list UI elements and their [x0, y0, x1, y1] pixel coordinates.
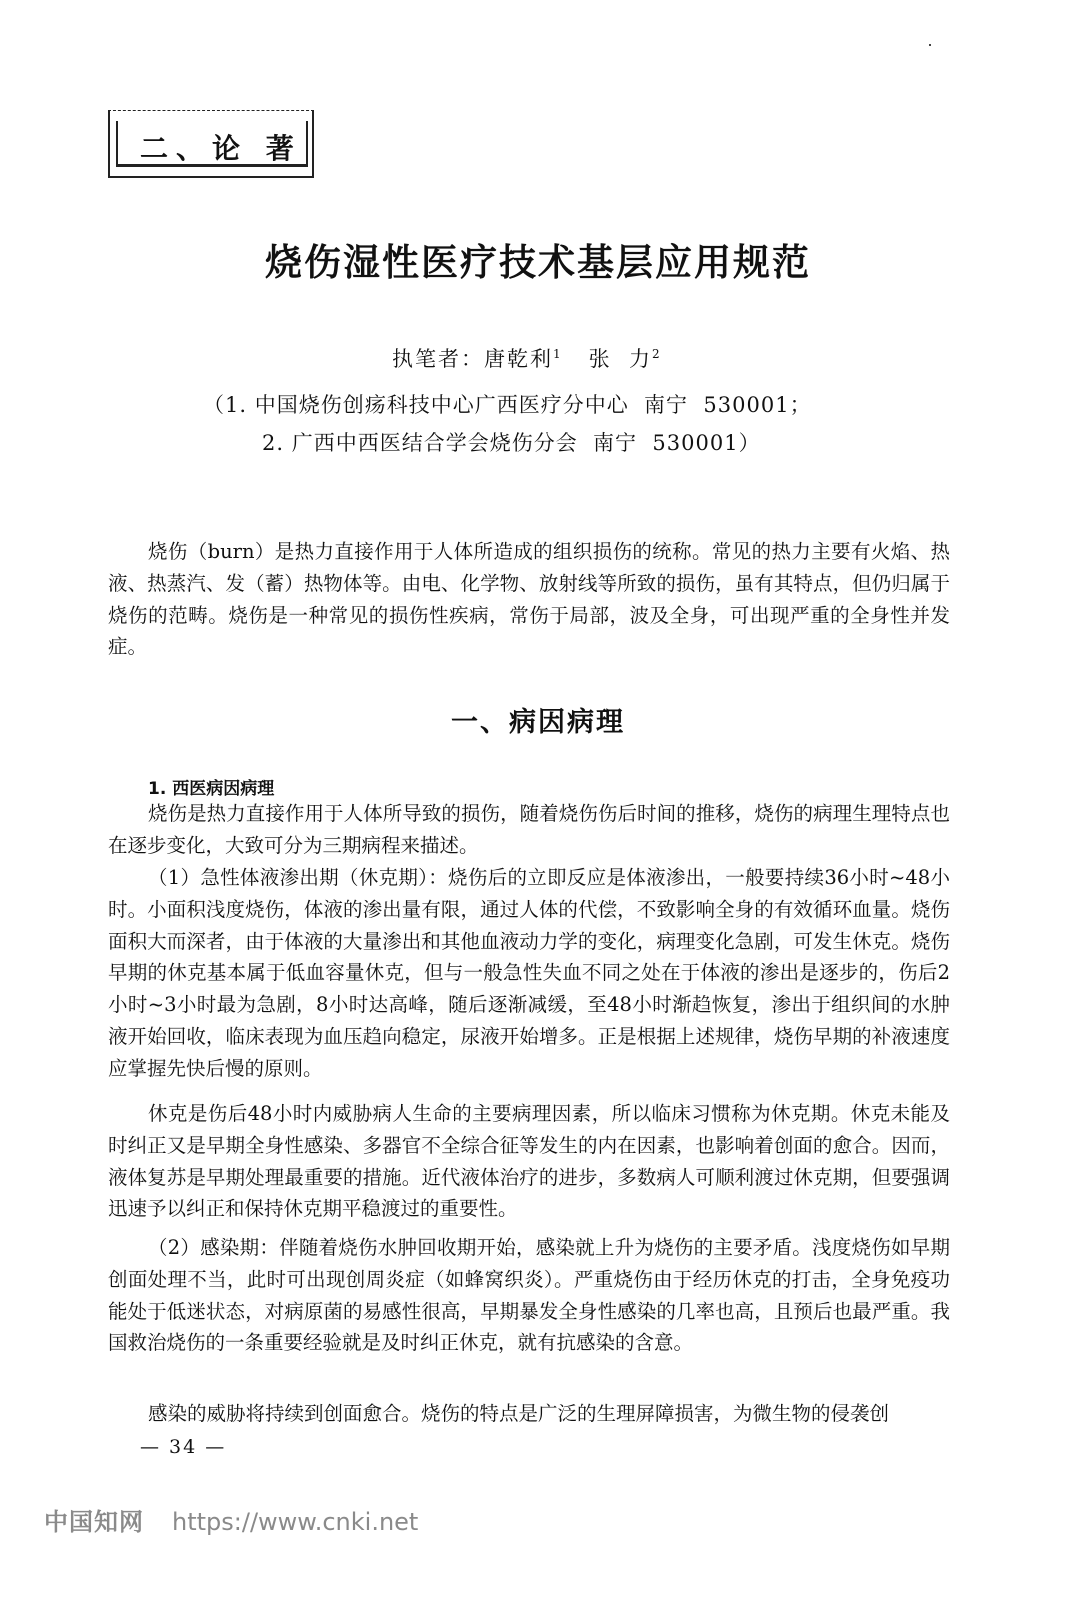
intro-paragraph: 烧伤（burn）是热力直接作用于人体所造成的组织损伤的统称。常见的热力主要有火焰、热液、热蒸汽、发（蓄）热物体等。由电、化学物、放射线等所致的损伤，虽有其特点，但仍归属于烧伤的范畴。烧伤是一种常见的损伤性疾病，常伤于局部，波及全身，可出现严重的全身性并发症。: [108, 540, 950, 659]
affiliation-1: （1. 中国烧伤创疡科技中心广西医疗分中心 南宁 530001；: [203, 393, 812, 417]
body-paragraph: （1）急性体液渗出期（休克期）：烧伤后的立即反应是体液渗出，一般要持续36小时~48小时。小面积浅度烧伤，体液的渗出量有限，通过人体的代偿，不致影响全身的有效循环血量。烧伤面积大而深者，由于体液的大量渗出和其他血液动力学的变化，病理变化急剧，可发生休克。烧伤早期的休克基本属于低血容量休克，但与一般急性失血不同之处在于体液的渗出是逐步的，伤后2小时~3小时最为急剧，8小时达高峰，随后逐渐减缓，至48小时渐趋恢复，渗出于组织间的水肿液开始回收，临床表现为血压趋向稳定，尿液开始增多。正是根据上述规律，烧伤早期的补液速度应掌握先快后慢的原则。: [108, 866, 950, 1080]
author-line: [392, 343, 662, 373]
body-paragraph: 烧伤是热力直接作用于人体所导致的损伤，随着烧伤伤后时间的推移，烧伤的病理生理特点也在逐步变化，大致可分为三期病程来描述。: [108, 802, 950, 857]
affiliation-2: 2. 广西中西医结合学会烧伤分会 南宁 530001）: [262, 431, 761, 455]
author-1-affil-mark: 1: [553, 347, 563, 361]
cnki-brand: 中国知网: [44, 1508, 144, 1536]
section-heading: 一、病因病理: [451, 707, 625, 738]
body-paragraph: （2）感染期：伴随着烧伤水肿回收期开始，感染就上升为烧伤的主要矛盾。浅度烧伤如早期创面处理不当，此时可出现创周炎症（如蜂窝织炎）。严重烧伤由于经历休克的打击，全身免疫功能处于低迷状态，对病原菌的易感性很高，早期暴发全身性感染的几率也高，且预后也最严重。我国救治烧伤的一条重要经验就是及时纠正休克，就有抗感染的含意。: [108, 1236, 950, 1355]
body-paragraph: 休克是伤后48小时内威胁病人生命的主要病理因素，所以临床习惯称为休克期。休克未能及时纠正又是早期全身性感染、多器官不全综合征等发生的内在因素，也影响着创面的愈合。因而，液体复苏是早期处理最重要的措施。近代液体治疗的进步，多数病人可顺利渡过休克期，但要强调迅速予以纠正和保持休克期平稳渡过的重要性。: [108, 1102, 950, 1221]
scan-speck: [929, 44, 931, 46]
author-2: 张 力: [588, 347, 652, 371]
body-paragraph: 感染的威胁将持续到创面愈合。烧伤的特点是广泛的生理屏障损害，为微生物的侵袭创: [148, 1402, 890, 1425]
subsection-heading: 1. 西医病因病理: [148, 779, 275, 799]
author-1: 唐乾利: [484, 347, 553, 371]
page-number: — 34 —: [140, 1436, 227, 1458]
author-prefix: 执笔者：: [392, 347, 484, 371]
watermark-footer: [44, 1502, 418, 1537]
section-label: 二、论 著: [140, 132, 302, 165]
cnki-url[interactable]: https://www.cnki.net: [172, 1508, 419, 1536]
author-2-affil-mark: 2: [652, 347, 662, 361]
article-title: 烧伤湿性医疗技术基层应用规范: [265, 241, 811, 284]
section-box: [108, 110, 314, 178]
